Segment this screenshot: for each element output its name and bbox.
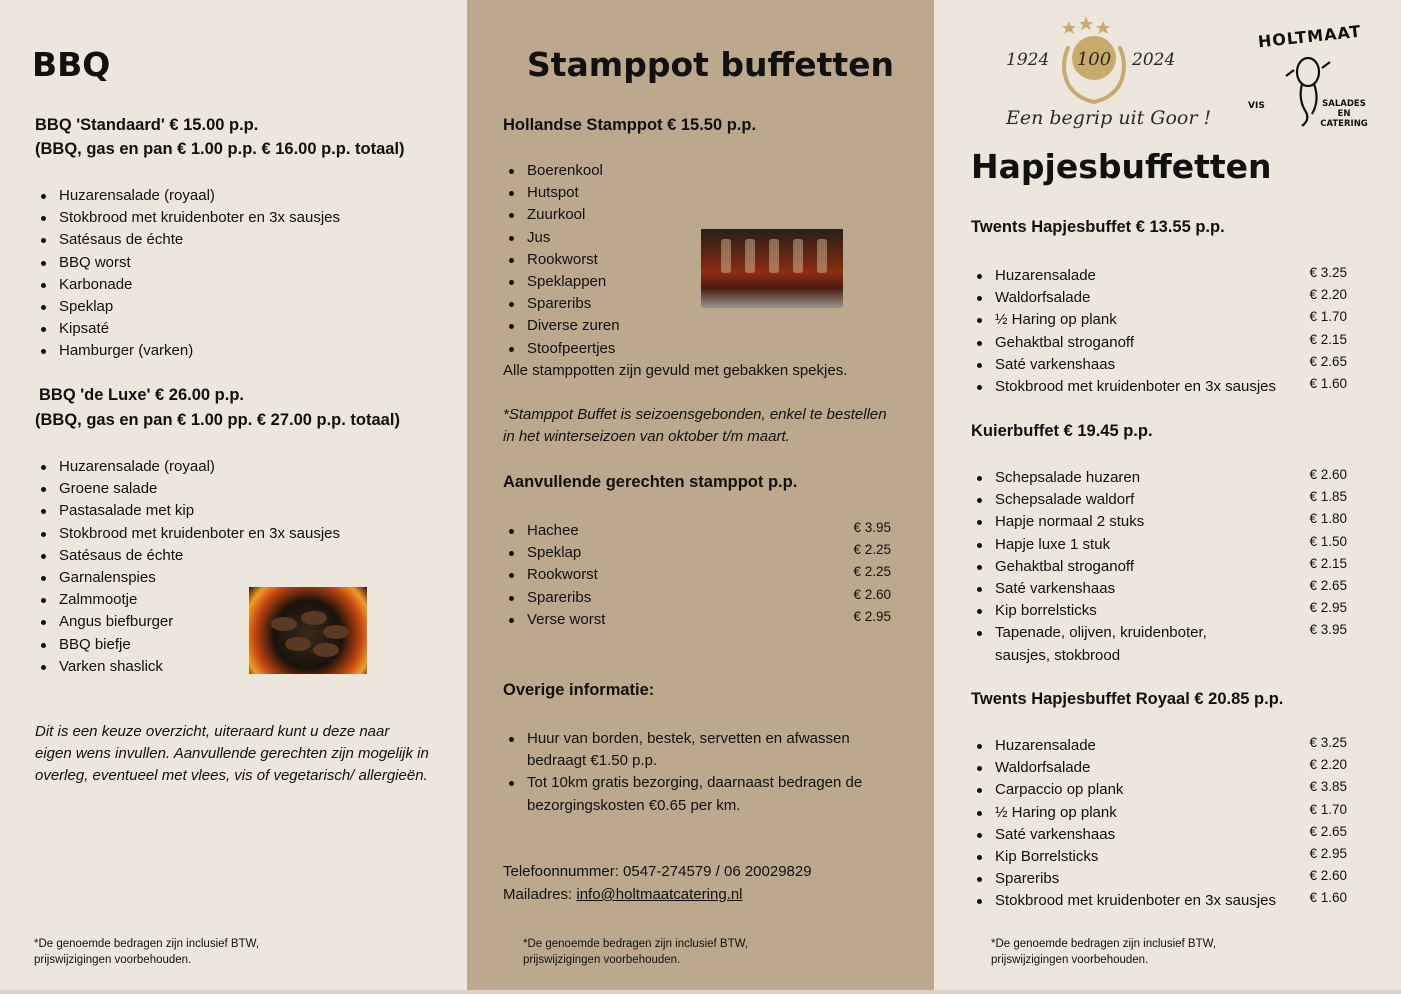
- list-item: Saté varkenshaas € 2.65: [971, 824, 1347, 846]
- contact-phone: Telefoonnummer: 0547-274579 / 06 20029829: [503, 863, 812, 880]
- twents-list: [971, 265, 1347, 398]
- list-item: Kip borrelsticks € 2.95: [971, 600, 1347, 622]
- contact-mail-line: [503, 884, 743, 906]
- list-item: Tot 10km gratis bezorging, daarnaast bedragen de bezorgingskosten €0.65 per km.: [503, 772, 883, 816]
- badge-slogan: Een begrip uit Goor !: [1006, 107, 1212, 129]
- hollandse-stamppot-heading: Hollandse Stamppot € 15.50 p.p.: [503, 116, 757, 134]
- royaal-list: [971, 735, 1347, 913]
- list-item: Verse worst € 2.95: [503, 609, 891, 631]
- bbq-title: BBQ: [32, 45, 111, 84]
- list-item: Garnalenspies: [35, 567, 340, 589]
- stamppot-season-note: *Stamppot Buffet is seizoensgebonden, enkel te bestellen in het winterseizoen van oktober t/m maart.: [503, 406, 887, 446]
- royaal-heading: Twents Hapjesbuffet Royaal € 20.85 p.p.: [971, 690, 1284, 708]
- bbq-column: [0, 0, 467, 990]
- mail-label: Mailadres:: [503, 886, 577, 903]
- list-item: Groene salade: [35, 478, 340, 500]
- list-item: Hachee € 3.95: [503, 520, 891, 542]
- hollandse-stamppot-list: [503, 160, 620, 360]
- list-item: Satésaus de échte: [35, 229, 340, 251]
- kuier-heading: Kuierbuffet € 19.45 p.p.: [971, 422, 1153, 440]
- logo-en: EN: [1337, 109, 1351, 119]
- list-item: Speklappen: [503, 271, 620, 293]
- list-item: Huur van borden, bestek, servetten en afwassen bedraagt €1.50 p.p.: [503, 728, 883, 772]
- price: € 2.95: [853, 608, 891, 624]
- list-item: Hapje normaal 2 stuks € 1.80: [971, 511, 1347, 533]
- list-item: Speklap € 2.25: [503, 542, 891, 564]
- price: € 2.15: [1309, 331, 1347, 347]
- logo-salades: SALADES: [1322, 99, 1366, 109]
- list-item: BBQ biefje: [35, 634, 340, 656]
- price: € 1.60: [1309, 375, 1347, 391]
- list-item: Rookworst: [503, 249, 620, 271]
- list-item: Rookworst € 2.25: [503, 564, 891, 586]
- list-item: Spareribs € 2.60: [503, 587, 891, 609]
- list-item: Satésaus de échte: [35, 545, 340, 567]
- list-item: Zalmmootje: [35, 589, 340, 611]
- fish-icon: [1286, 58, 1330, 126]
- list-item: BBQ worst: [35, 252, 340, 274]
- price: € 2.60: [853, 586, 891, 602]
- kuier-list: [971, 467, 1347, 667]
- list-item: Waldorfsalade € 2.20: [971, 287, 1347, 309]
- list-item: Boerenkool: [503, 160, 620, 182]
- mail-link[interactable]: info@holtmaatcatering.nl: [576, 886, 743, 903]
- price: € 1.50: [1309, 533, 1347, 549]
- price: € 3.25: [1309, 735, 1347, 750]
- list-item: Saté varkenshaas € 2.65: [971, 578, 1347, 600]
- list-item: Diverse zuren: [503, 315, 620, 337]
- bbq-footnote: *De genoemde bedragen zijn inclusief BTW, prijswijzigingen voorbehouden.: [34, 938, 260, 966]
- logo-name: HOLTMAAT: [1257, 21, 1363, 52]
- list-item: ½ Haring op plank € 1.70: [971, 309, 1347, 331]
- list-item: Kipsaté: [35, 318, 340, 340]
- list-item: Gehaktbal stroganoff € 2.15: [971, 556, 1347, 578]
- price: € 3.95: [1309, 622, 1347, 638]
- list-item: Carpaccio op plank € 3.85: [971, 779, 1347, 801]
- badge-number: 100: [1076, 49, 1112, 70]
- list-item: Huzarensalade € 3.25: [971, 265, 1347, 287]
- stamppot-footnote: *De genoemde bedragen zijn inclusief BTW, prijswijzigingen voorbehouden.: [523, 938, 749, 966]
- list-item: Varken shaslick: [35, 656, 340, 678]
- price: € 2.65: [1309, 823, 1347, 839]
- list-item: Hapje luxe 1 stuk € 1.50: [971, 534, 1347, 556]
- list-item: Huzarensalade (royaal): [35, 185, 340, 207]
- list-item: Hutspot: [503, 182, 620, 204]
- price: € 2.60: [1309, 467, 1347, 482]
- star-icon: [1062, 16, 1110, 34]
- bbq-note: Dit is een keuze overzicht, uiteraard kunt u deze naar eigen wens invullen. Aanvullende gerechten zijn mogelijk in overleg, eventueel met vlees, vis of vegetarisch/ allergieën.: [35, 723, 429, 785]
- price: € 2.65: [1309, 353, 1347, 369]
- logo-vis: VIS: [1248, 101, 1265, 111]
- stamppot-column: [467, 0, 934, 990]
- list-item: Stokbrood met kruidenboter en 3x sausjes € 1.60: [971, 376, 1347, 398]
- bbq-standaard-heading: BBQ 'Standaard' € 15.00 p.p.: [35, 116, 259, 134]
- price: € 3.95: [853, 520, 891, 535]
- price: € 2.60: [1309, 868, 1347, 884]
- list-item: Schepsalade huzaren € 2.60: [971, 467, 1347, 489]
- list-item: Stokbrood met kruidenboter en 3x sausjes: [35, 207, 340, 229]
- price: € 2.95: [1309, 600, 1347, 616]
- holtmaat-logo: [1246, 20, 1374, 132]
- bbq-standaard-subheading: (BBQ, gas en pan € 1.00 p.p. € 16.00 p.p. totaal): [35, 140, 405, 158]
- hapjes-column: [934, 0, 1401, 990]
- list-item: Kip Borrelsticks € 2.95: [971, 846, 1347, 868]
- list-item: Hamburger (varken): [35, 340, 340, 362]
- price: € 2.95: [1309, 845, 1347, 861]
- list-item: Gehaktbal stroganoff € 2.15: [971, 332, 1347, 354]
- overig-list: [503, 728, 883, 817]
- price: € 3.85: [1309, 779, 1347, 795]
- hapjes-title: Hapjesbuffetten: [971, 147, 1272, 186]
- bbq-standaard-list: [35, 185, 340, 363]
- price: € 1.80: [1309, 511, 1347, 527]
- logo-catering: CATERING: [1320, 119, 1368, 129]
- spareribs-photo: [701, 229, 843, 308]
- bbq-luxe-subheading: (BBQ, gas en pan € 1.00 pp. € 27.00 p.p. totaal): [35, 411, 400, 429]
- list-item: Stoofpeertjes: [503, 338, 620, 360]
- price: € 1.60: [1309, 890, 1347, 906]
- list-item: Stokbrood met kruidenboter en 3x sausjes: [35, 523, 340, 545]
- price: € 2.25: [853, 542, 891, 558]
- list-item: Huzarensalade € 3.25: [971, 735, 1347, 757]
- list-item: Tapenade, olijven, kruidenboter, sausjes, stokbrood € 3.95: [971, 622, 1347, 666]
- list-item: Angus biefburger: [35, 611, 340, 633]
- bottom-edge: [0, 990, 1401, 994]
- list-item: Karbonade: [35, 274, 340, 296]
- badge-year-start: 1924: [1006, 50, 1050, 70]
- list-item: Huzarensalade (royaal): [35, 456, 340, 478]
- list-item: Spareribs: [503, 293, 620, 315]
- price: € 2.20: [1309, 287, 1347, 303]
- list-item: Zuurkool: [503, 204, 620, 226]
- price: € 3.25: [1309, 265, 1347, 280]
- bbq-grill-photo: [249, 587, 367, 674]
- price: € 2.15: [1309, 555, 1347, 571]
- list-item: Stokbrood met kruidenboter en 3x sausjes € 1.60: [971, 890, 1347, 912]
- list-item: ½ Haring op plank € 1.70: [971, 802, 1347, 824]
- stamppot-fill-note: Alle stamppotten zijn gevuld met gebakken spekjes.: [503, 362, 848, 379]
- price: € 1.70: [1309, 309, 1347, 325]
- anniversary-badge: [1004, 14, 1212, 132]
- list-item: Speklap: [35, 296, 340, 318]
- hapjes-footnote: *De genoemde bedragen zijn inclusief BTW, prijswijzigingen voorbehouden.: [991, 938, 1217, 966]
- price: € 1.85: [1309, 489, 1347, 505]
- list-item: Saté varkenshaas € 2.65: [971, 354, 1347, 376]
- price: € 2.20: [1309, 757, 1347, 773]
- list-item: Pastasalade met kip: [35, 500, 340, 522]
- price: € 2.65: [1309, 577, 1347, 593]
- stamppot-title: Stamppot buffetten: [527, 45, 895, 84]
- twents-heading: Twents Hapjesbuffet € 13.55 p.p.: [971, 218, 1225, 236]
- list-item: Spareribs € 2.60: [971, 868, 1347, 890]
- list-item: Waldorfsalade € 2.20: [971, 757, 1347, 779]
- badge-year-end: 2024: [1132, 50, 1176, 70]
- list-item: Jus: [503, 227, 620, 249]
- aanvullend-heading: Aanvullende gerechten stamppot p.p.: [503, 473, 798, 491]
- overig-heading: Overige informatie:: [503, 681, 655, 699]
- price: € 2.25: [853, 564, 891, 580]
- list-item: Schepsalade waldorf € 1.85: [971, 489, 1347, 511]
- price: € 1.70: [1309, 801, 1347, 817]
- aanvullend-list: [503, 520, 891, 631]
- bbq-luxe-heading: BBQ 'de Luxe' € 26.00 p.p.: [39, 386, 244, 404]
